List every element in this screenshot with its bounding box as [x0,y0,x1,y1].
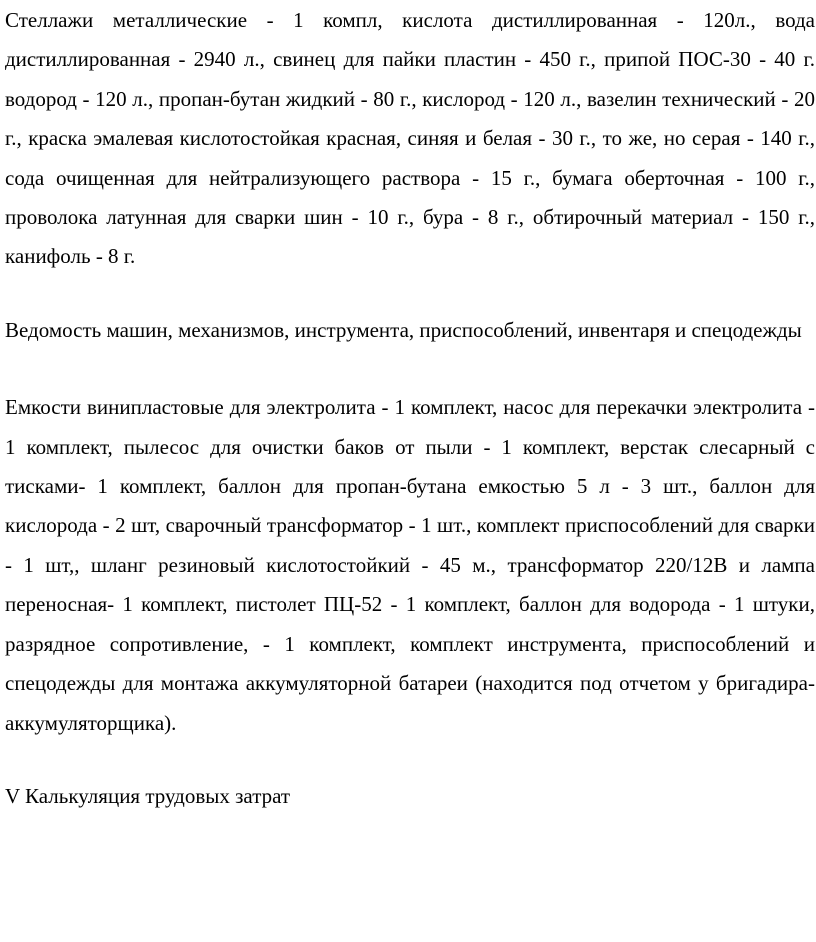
section-heading: V Калькуляция трудовых затрат [5,783,291,808]
equipment-paragraph: Емкости винипластовые для электролита - 1 комплект, насос для перекачки электролита - 1 комплект, пылесос для очистки баков от пыли - 1 комплект, верстак слесарный с тисками- 1 комплект, баллон для пропан-бутана емкостью 5 л - 3 шт., баллон для кислорода - 2 шт, сварочный трансформатор - 1 шт., комплект приспособлений для сварки - 1 шт,, шланг резиновый кислотостойкий - 45 м., трансформатор 220/12В и лампа переносная- 1 комплект, пистолет ПЦ-52 - 1 комплект, баллон для водорода - 1 штуки, разрядное сопротивление, - 1 комплект, комплект инструмента, приспособлений и спецодежды для монтажа аккумуляторной батареи (находится под отчетом у бригадира-аккумуляторщика). [5,395,815,735]
materials-paragraph: Стеллажи металлические - 1 компл, кислота дистиллированная - 120л., вода дистиллированная - 2940 л., свинец для пайки пластин - 450 г., припой ПОС-30 - 40 г. водород - 120 л., пропан-бутан жидкий - 80 г., кислород - 120 л., вазелин технический - 20 г., краска эмалевая кислотостойкая красная, синяя и белая - 30 г., то же, но серая - 140 г., сода очищенная для нейтрализующего раствора - 15 г., бумага оберточная - 100 г., проволока латунная для сварки шин - 10 г., бура - 8 г., обтирочный материал - 150 г., канифоль - 8 г. [5,8,815,269]
equipment-list-heading: Ведомость машин, механизмов, инструмента, приспособлений, инвентаря и спецодежды [5,317,802,342]
document-page [5,0,815,816]
